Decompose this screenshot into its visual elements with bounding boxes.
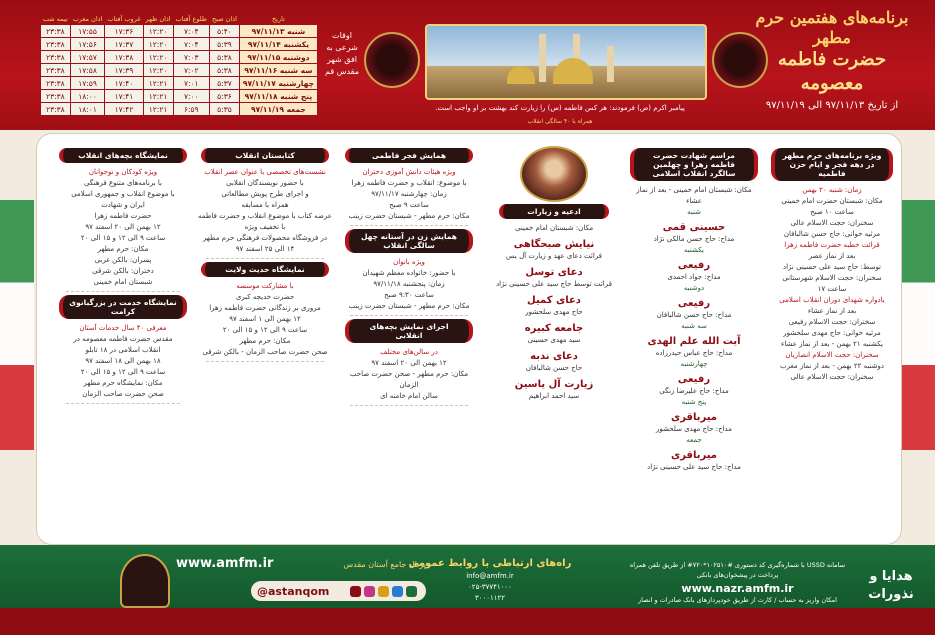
program-line: انقلاب اسلامی در ۱۸ تابلو — [85, 346, 161, 354]
section-title-pill: ادعیه و زیارات — [499, 204, 609, 219]
program-line: شبستان امام خمینی — [93, 278, 153, 286]
program-line: سخنران: حجت الاسلام شهرستانی — [782, 274, 882, 282]
section-title-pill: نمایشگاه بچه‌های انقلاب — [59, 148, 187, 163]
section-title-pill: اجرای نمایش بچه‌های انقلابی — [345, 319, 473, 343]
prayer-desc: سید احمد ابراهیم — [528, 392, 580, 400]
donate-atm: امکان واریز به حساب / کارت از طریق خودپردازهای بانک صادرات و انصار — [638, 596, 837, 604]
speaker-name: میرباقری — [671, 450, 717, 461]
program-line: ساعت ۹ الی ۱۲ و ۱۵ الی ۲۰ — [222, 326, 308, 334]
program-line: زمان: شنبه ۲۰ بهمن — [802, 186, 862, 194]
program-line: ساعت ۱۷ — [817, 285, 847, 293]
shrine-emblem-icon — [364, 32, 420, 88]
program-line: ویژه کودکان و نوجوانان — [88, 168, 158, 176]
time-cell: ۵:۴۰ — [210, 25, 240, 38]
footer-contact — [370, 558, 610, 602]
contact-sms: ۳۰۰۰۱۱۲۲ — [474, 594, 506, 602]
date-range: از تاریخ ۹۷/۱۱/۱۳ الی ۹۷/۱۱/۱۹ — [765, 100, 899, 111]
speaker-name: آیت الله علم الهدی — [647, 336, 741, 347]
program-line: زمان: چهارشنبه ۹۷/۱۱/۱۷ — [371, 190, 447, 198]
speaker-name: میرباقری — [671, 412, 717, 423]
prayer-desc: قرائت توسط حاج سید علی حسینی نژاد — [496, 280, 612, 288]
footer-strip — [0, 608, 935, 635]
table-row — [41, 103, 318, 116]
program-line: در سالن‌های مختلف — [380, 348, 438, 356]
prayer-name: دعای کمیل — [527, 295, 581, 306]
website-label: پرتال جامع آستان مقدس — [343, 560, 426, 569]
section-title-pill: نمایشگاه خدمت در بزرگبانوی کرامت — [59, 295, 187, 319]
speaker-name: حسینی قمی — [662, 222, 726, 233]
section-title-pill: ویژه برنامه‌های حرم مطهر در دهه فجر و ایام حزن فاطمیه — [771, 148, 893, 181]
program-line: سخنران: حجت الاسلام عالی — [790, 373, 874, 381]
time-cell: ۷:۰۰ — [173, 90, 210, 103]
program-line: یکشنبه ۲۱ بهمن - بعد از نماز عشاء — [781, 340, 883, 348]
eulogist-name: مداح: حاج حسن مالکی نژاد — [653, 235, 735, 243]
contact-email[interactable]: info@amfm.ir — [466, 572, 514, 580]
prayer-desc: سید مهدی حسینی — [527, 336, 581, 344]
program-line: عرضه کتاب با موضوع انقلاب و حضرت فاطمه — [198, 212, 332, 220]
program-line: ویژه بانوان — [393, 258, 425, 266]
time-cell: ۲۳:۳۸ — [41, 77, 71, 90]
column-header: نیمه شب — [42, 15, 68, 23]
column-header: اذان ظهر — [145, 15, 171, 23]
program-line: ایران و شهادت — [101, 201, 145, 209]
divider — [350, 315, 468, 316]
dome-shape — [507, 66, 535, 84]
day-label: چهارشنبه — [680, 360, 708, 368]
program-line: مرثیه خوانی: حاج مهدی سلحشور — [783, 329, 881, 337]
eulogist-name: مداح: حاج سید علی حسینی نژاد — [647, 463, 741, 471]
eitaa-icon[interactable] — [350, 586, 361, 597]
day-label: پنج شنبه — [681, 398, 707, 406]
table-row — [41, 38, 318, 51]
day-cell: جمعه ۹۷/۱۱/۱۹ — [239, 103, 317, 116]
time-cell: ۷:۰۲ — [173, 64, 210, 77]
time-cell: ۷:۰۴ — [173, 38, 210, 51]
column-header: طلوع آفتاب — [175, 15, 208, 23]
time-cell: ۱۲:۲۰ — [143, 38, 173, 51]
divider — [206, 258, 324, 259]
time-cell: ۱۷:۵۷ — [70, 51, 105, 64]
program-line: دختران: بالکن شرقی — [92, 267, 154, 275]
program-line: ساعت ۱۰ صبح — [810, 208, 854, 216]
day-label: شنبه — [687, 208, 701, 216]
day-label: یکشنبه — [683, 246, 705, 254]
program-line: ساعت ۹ الی ۱۲ و ۱۵ الی ۲۰ — [80, 368, 166, 376]
place-text: مکان: شبستان امام خمینی — [514, 224, 594, 232]
program-line: و اجرای طرح پویش مطالعاتی — [221, 190, 309, 198]
time-cell: ۱۷:۵۵ — [70, 25, 105, 38]
table-row — [41, 64, 318, 77]
program-line: ۱۴ الی ۲۵ اسفند ۹۷ — [235, 245, 295, 253]
time-cell: ۱۷:۴۰ — [105, 77, 143, 90]
section-title-pill: همایش زن در آستانه چهل سالگی انقلاب — [345, 229, 473, 253]
gifts-title: هدایا و نذورات — [868, 569, 914, 602]
speaker-name: رفیعی — [677, 374, 711, 385]
program-line: مکان: حرم مطهر - صحن حضرت صاحب الزمان — [349, 370, 469, 389]
program-line: صحن حضرت صاحب الزمان - بالکن شرقی — [202, 348, 328, 356]
flag-left — [0, 200, 34, 450]
program-line: مکان: شبستان حضرت امام خمینی — [781, 197, 883, 205]
program-line: توسط: حاج سید علی حسینی نژاد — [782, 263, 882, 271]
program-line: در فروشگاه محصولات فرهنگی حرم مطهر — [202, 234, 328, 242]
program-line: با موضوع انقلاب و جمهوری اسلامی — [71, 190, 175, 198]
place-text: مکان: شبستان امام خمینی - بعد از نماز عشاء — [636, 186, 752, 205]
hadith-caption: پیامبر اکرم (ص) فرمودند: هر کس فاطمه (س) را زیارت کند بهشت بر او واجب است. — [435, 104, 685, 112]
table-row — [41, 51, 318, 64]
time-cell: ۲۳:۳۸ — [41, 38, 71, 51]
program-line: با مشارکت موسسه — [236, 282, 294, 290]
program-line: حضرت فاطمه زهرا — [94, 212, 152, 220]
program-line: ساعت ۹:۳۰ صبح — [384, 291, 434, 299]
time-cell: ۱۲:۲۱ — [143, 77, 173, 90]
day-label: جمعه — [686, 436, 702, 444]
time-cell: ۱۷:۳۹ — [105, 64, 143, 77]
time-cell: ۱۷:۵۸ — [70, 64, 105, 77]
program-line: ساعت ۹ صبح — [389, 201, 429, 209]
program-line: یادواره شهدای دوران انقلاب اسلامی — [779, 296, 885, 304]
time-cell: ۲۳:۳۸ — [41, 64, 71, 77]
time-cell: ۵:۳۷ — [210, 77, 240, 90]
time-cell: ۱۷:۳۷ — [105, 38, 143, 51]
time-cell: ۱۸:۰۰ — [70, 90, 105, 103]
program-line: سخنران: حجت الاسلام رفیعی — [788, 318, 876, 326]
day-cell: پنج شنبه ۹۷/۱۱/۱۸ — [239, 90, 317, 103]
column-header: اذان مغرب — [72, 15, 103, 23]
minaret-shape — [539, 34, 546, 82]
time-cell: ۱۲:۲۰ — [143, 51, 173, 64]
minaret-shape — [607, 46, 614, 82]
eulogist-name: مداح: حاج مهدی سلحشور — [656, 425, 732, 433]
prayer-name: دعای توسل — [525, 267, 583, 278]
program-line: مقدس حضرت فاطمه معصومه در — [73, 335, 173, 343]
program-line: نشست‌های تخصصی با عنوان عصر انقلاب — [204, 168, 326, 176]
time-cell: ۶:۵۹ — [173, 103, 210, 116]
program-line: ۱۲ بهمن الی ۲۰ اسفند ۹۷ — [85, 223, 161, 231]
program-line: مکان: حرم مطهر - شبستان حضرت زینب — [348, 302, 470, 310]
prayer-desc: حاج مهدی سلحشور — [525, 308, 583, 316]
prayer-name: دعای ندبه — [530, 351, 578, 362]
prayer-name: زیارت آل یاسین — [514, 379, 594, 390]
program-line: مکان: حرم مطهر — [239, 337, 291, 345]
program-line: سخنران: حجت الاسلام عالی — [790, 219, 874, 227]
program-line: مکان: نمایشگاه حرم مطهر — [83, 379, 163, 387]
donate-bank: پرداخت در پیشخوان‌های بانکی — [696, 571, 779, 579]
shrine-emblem-icon — [712, 32, 768, 88]
title-line-2: حضرت فاطمه معصومه — [777, 49, 887, 94]
eulogist-name: مداح: حاج حسن شالبافان — [656, 311, 732, 319]
program-line: ساعت ۹ الی ۱۲ و ۱۵ الی ۲۰ — [80, 234, 166, 242]
program-line: حضرت خدیجه کبری — [235, 293, 295, 301]
time-cell: ۷:۰۱ — [173, 77, 210, 90]
time-cell: ۷:۰۴ — [173, 25, 210, 38]
divider — [66, 403, 180, 404]
program-line: همراه با مسابقه — [241, 201, 289, 209]
flag-right — [901, 200, 935, 450]
time-cell: ۱۷:۳۶ — [105, 25, 143, 38]
prayer-desc: قرائت دعای عهد و زیارت آل یس — [505, 252, 603, 260]
section-title-pill: کتابستان انقلاب — [201, 148, 329, 163]
column-header: اذان صبح — [211, 15, 237, 23]
time-cell: ۲۳:۳۸ — [41, 51, 71, 64]
table-header-row — [41, 14, 318, 25]
divider — [206, 361, 324, 362]
prayer-name: جامعه کبیره — [524, 323, 584, 334]
time-cell: ۱۲:۲۱ — [143, 103, 173, 116]
time-cell: ۱۷:۴۲ — [105, 103, 143, 116]
footer-donations — [615, 560, 860, 605]
program-line: مکان: حرم مطهر - شبستان حضرت زینب — [348, 212, 470, 220]
divider — [66, 291, 180, 292]
title-line-1: برنامه‌های هفتمین حرم مطهر — [755, 8, 909, 47]
column-special-programs — [768, 146, 896, 538]
speaker-name: رفیعی — [677, 260, 711, 271]
program-line: زمان: پنجشنبه ۹۷/۱۱/۱۸ — [373, 280, 445, 288]
contact-title: راه‌های ارتباطی با روابط عمومی — [408, 558, 572, 569]
day-cell: دوشنبه ۹۷/۱۱/۱۵ — [239, 51, 317, 64]
day-cell: شنبه ۹۷/۱۱/۱۳ — [239, 25, 317, 38]
day-label: دوشنبه — [683, 284, 705, 292]
donate-website-link[interactable]: www.nazr.amfm.ir — [681, 582, 794, 595]
section-title-pill: نمایشگاه حدیث ولایت — [201, 262, 329, 277]
program-line: با موضوع: انقلاب و حضرت فاطمه زهرا — [351, 179, 467, 187]
eulogist-name: مداح: جواد احمدی — [667, 273, 721, 281]
prayer-name: نیایش صبحگاهی — [513, 239, 595, 250]
time-cell: ۲۳:۳۸ — [41, 103, 71, 116]
anniversary-caption: همراه با ۴۰ سالگی انقلاب — [527, 118, 593, 125]
table-row — [41, 77, 318, 90]
column-prayers — [488, 146, 620, 538]
time-cell: ۱۷:۵۹ — [70, 77, 105, 90]
prayer-desc: حاج حسن شالبافان — [525, 364, 583, 372]
time-cell: ۱۸:۰۱ — [70, 103, 105, 116]
social-handle[interactable]: @astanqom — [257, 584, 330, 598]
divider — [350, 225, 468, 226]
section-title-pill: همایش فجر فاطمی — [345, 148, 473, 163]
time-cell: ۱۷:۳۸ — [105, 51, 143, 64]
donate-ussd: سامانه USSD با شماره‌گیری کد دستوری #۱۰۲۵۱۰*۷۲۰# از طریق تلفن همراه — [629, 561, 846, 569]
time-cell: ۷:۰۳ — [173, 51, 210, 64]
speaker-name: رفیعی — [677, 298, 711, 309]
program-line: مکان: حرم مطهر — [97, 245, 149, 253]
time-cell: ۱۲:۲۱ — [143, 90, 173, 103]
contact-phone: ۰۲۵-۳۷۷۴۱۰۰۰ — [468, 583, 512, 591]
day-cell: چهارشنبه ۹۷/۱۱/۱۷ — [239, 77, 317, 90]
time-cell: ۵:۳۹ — [210, 38, 240, 51]
program-line: قرائت خطبه حضرت فاطمه زهرا — [784, 241, 880, 249]
program-line: با حضور: خانواده معظم شهیدان — [362, 269, 456, 277]
column-header: غروب آفتاب — [107, 15, 141, 23]
time-cell: ۱۲:۲۰ — [143, 64, 173, 77]
time-cell: ۱۲:۲۰ — [143, 25, 173, 38]
prayer-times-table — [40, 14, 318, 116]
time-cell: ۵:۳۶ — [210, 90, 240, 103]
column-children-exhibition — [56, 146, 190, 538]
section-title-pill: مراسم شهادت حضرت فاطمه زهرا و چهلمین سالگرد انقلاب اسلامی — [630, 148, 758, 181]
program-line: ۱۸ بهمن الی ۱۸ اسفند ۹۷ — [85, 357, 161, 365]
time-cell: ۵:۳۵ — [210, 103, 240, 116]
day-cell: سه شنبه ۹۷/۱۱/۱۶ — [239, 64, 317, 77]
website-link[interactable]: www.amfm.ir — [176, 556, 274, 571]
column-header: تاریخ — [271, 15, 285, 23]
column-book-exhibition — [196, 146, 334, 538]
time-cell: ۱۷:۵۶ — [70, 38, 105, 51]
prayer-times-label: اوقات شرعی به افق شهر مقدس قم — [325, 31, 359, 76]
divider — [350, 405, 468, 406]
dome-shape — [553, 58, 593, 84]
table-row — [41, 90, 318, 103]
day-label: سه شنبه — [681, 322, 707, 330]
shrine-photo — [425, 24, 707, 100]
time-cell: ۲۳:۳۸ — [41, 90, 71, 103]
eulogist-name: مداح: حاج علیرضا زنگی — [659, 387, 729, 395]
program-line: معرفی ۴۰ سال خدمات آستان — [79, 324, 167, 332]
program-line: سالن امام خامنه ای — [380, 392, 438, 400]
program-line: ویژه هیئات دانش آموزی دختران — [362, 168, 456, 176]
program-line: ۱۲ بهمن الی ۱ اسفند ۹۷ — [229, 315, 301, 323]
pilgrims-photo — [520, 146, 588, 202]
program-line: بعد از نماز عصر — [808, 252, 856, 260]
column-martyrdom-ceremony — [628, 146, 760, 538]
table-row — [41, 25, 318, 38]
program-line: صحن حضرت صاحب الزمان — [82, 390, 164, 398]
astan-logo-icon — [120, 554, 170, 608]
program-line: بعد از نماز عشاء — [807, 307, 857, 315]
program-line: مروری بر زندگانی حضرت فاطمه زهرا — [209, 304, 321, 312]
program-line: مرثیه خوانی: حاج حسن شالبافان — [783, 230, 881, 238]
eulogist-name: مداح: حاج عباس حیدرزاده — [655, 349, 733, 357]
column-gatherings — [340, 146, 478, 538]
day-cell: یکشنبه ۹۷/۱۱/۱۴ — [239, 38, 317, 51]
program-line: با حضور نویسندگان انقلابی — [226, 179, 304, 187]
program-line: با تخفیف ویژه — [244, 223, 286, 231]
time-cell: ۵:۳۸ — [210, 51, 240, 64]
time-cell: ۵:۳۸ — [210, 64, 240, 77]
program-line: با برنامه‌های متنوع فرهنگی — [84, 179, 162, 187]
time-cell: ۲۳:۳۸ — [41, 25, 71, 38]
program-line: پسران: بالکن غربی — [94, 256, 152, 264]
time-cell: ۱۷:۴۱ — [105, 90, 143, 103]
program-line: سخنران: حجت الاسلام انصاریان — [785, 351, 879, 359]
program-line: ۱۲ بهمن الی ۲۰ اسفند ۹۷ — [371, 359, 447, 367]
program-line: دوشنبه ۲۲ بهمن - بعد از نماز مغرب — [780, 362, 884, 370]
header-title — [747, 8, 917, 111]
